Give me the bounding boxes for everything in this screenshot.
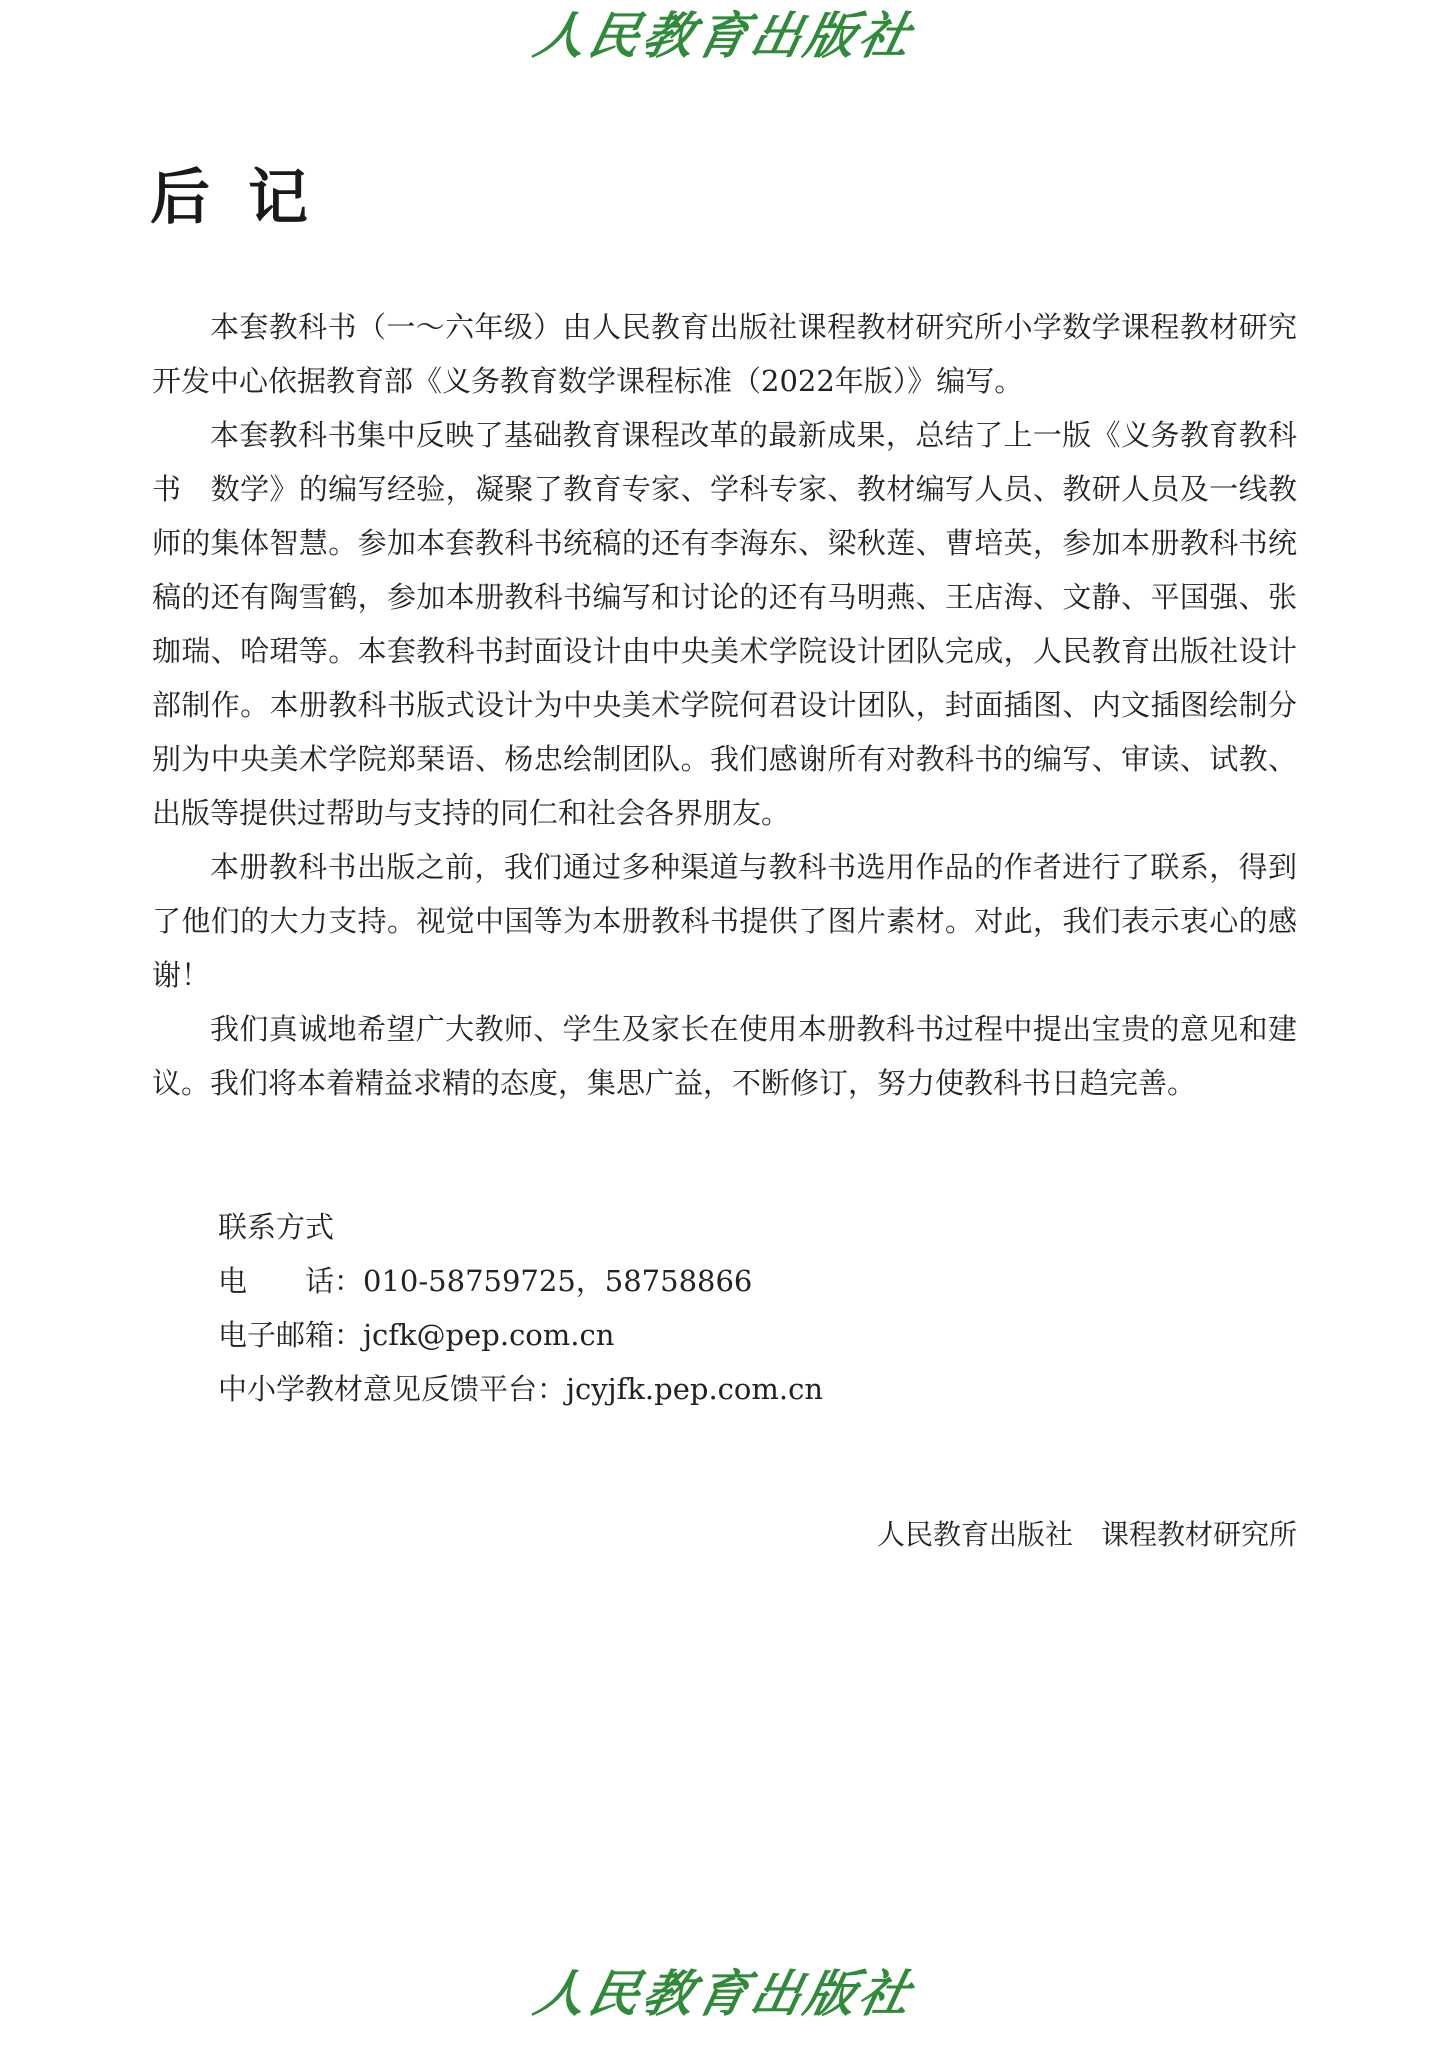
- contact-feedback: [218, 1362, 823, 1416]
- email-label: 电子邮箱：: [218, 1318, 364, 1352]
- publisher-logo-footer: 人民教育出版社: [529, 1964, 920, 2023]
- phone-label: 电 话：: [218, 1264, 364, 1298]
- paragraph-2: 本套教科书集中反映了基础教育课程改革的最新成果，总结了上一版《义务教育教科书 数学》的编写经验，凝聚了教育专家、学科专家、教材编写人员、教研人员及一线教师的集体智慧。参加本套教科书统稿的还有李海东、梁秋莲、曹培英，参加本册教科书统稿的还有陶雪鹤，参加本册教科书编写和讨论的还有马明燕、王店海、文静、平国强、张珈瑞、哈珺等。本套教科书封面设计由中央美术学院设计团队完成，人民教育出版社设计部制作。本册教科书版式设计为中央美术学院何君设计团队，封面插图、内文插图绘制分别为中央美术学院郑琹语、杨忠绘制团队。我们感谢所有对教科书的编写、审读、试教、出版等提供过帮助与支持的同仁和社会各界朋友。: [152, 418, 1297, 830]
- paragraph-1: 本套教科书（一～六年级）由人民教育出版社课程教材研究所小学数学课程教材研究开发中心依据教育部《义务教育数学课程标准（2022年版）》编写。: [152, 310, 1297, 398]
- signature-institute: 课程教材研究所: [1100, 1518, 1297, 1551]
- paragraph-3: 本册教科书出版之前，我们通过多种渠道与教科书选用作品的作者进行了联系，得到了他们的大力支持。视觉中国等为本册教科书提供了图片素材。对此，我们表示衷心的感谢！: [152, 850, 1297, 992]
- contact-heading: 联系方式: [218, 1210, 335, 1244]
- contact-phone: [218, 1254, 823, 1308]
- contact-block: [218, 1200, 823, 1416]
- contact-email: [218, 1308, 823, 1362]
- signature: [877, 1508, 1297, 1562]
- page-title: 后记: [150, 163, 346, 233]
- feedback-label: 中小学教材意见反馈平台：: [218, 1372, 567, 1406]
- phone-value: 010-58759725，58758866: [363, 1264, 753, 1298]
- signature-publisher: 人民教育出版社: [876, 1518, 1073, 1551]
- publisher-logo-header: 人民教育出版社: [529, 6, 920, 65]
- email-value: jcfk@pep.com.cn: [363, 1318, 615, 1352]
- feedback-value: jcyjfk.pep.com.cn: [566, 1372, 823, 1406]
- afterword-body: [152, 300, 1297, 1110]
- paragraph-4: 我们真诚地希望广大教师、学生及家长在使用本册教科书过程中提出宝贵的意见和建议。我们将本着精益求精的态度，集思广益，不断修订，努力使教科书日趋完善。: [152, 1012, 1297, 1100]
